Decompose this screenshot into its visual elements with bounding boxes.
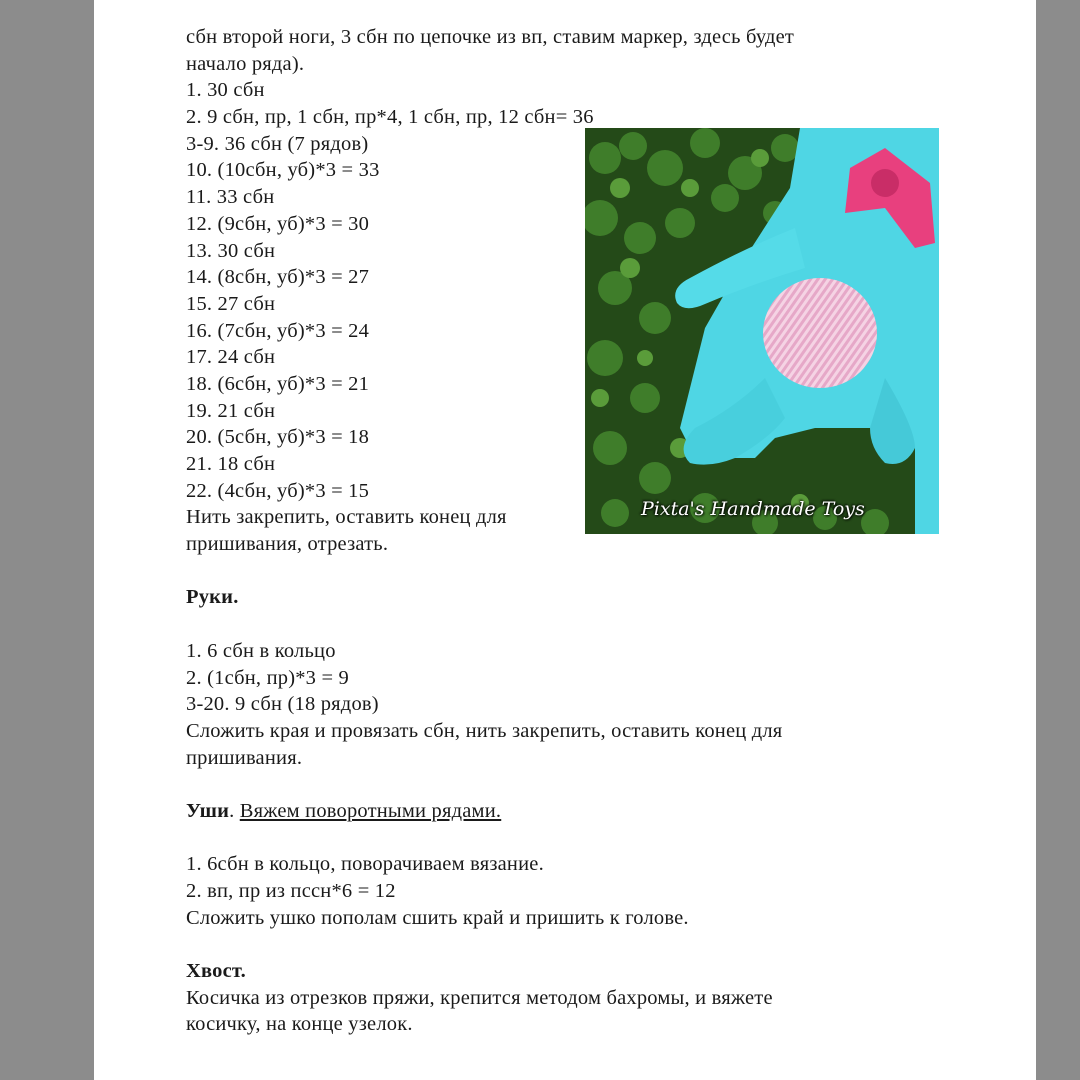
legs-row: 15. 27 сбн xyxy=(186,292,276,315)
legs-row: 17. 24 сбн xyxy=(186,346,276,369)
belly-patch xyxy=(763,278,877,388)
legs-row: 19. 21 сбн xyxy=(186,399,276,422)
photo-watermark: Pixta's Handmade Toys xyxy=(641,498,865,520)
ears-row: 2. вп, пр из пссн*6 = 12 xyxy=(186,880,396,902)
toy-photo-illustration xyxy=(585,128,939,534)
ears-finish: Сложить ушко пополам сшить край и пришить к голове. xyxy=(186,906,689,929)
arms-row: 3-20. 9 сбн (18 рядов) xyxy=(186,693,379,716)
legs-row: 12. (9сбн, уб)*3 = 30 xyxy=(186,212,370,235)
ears-heading-line: Уши. Вяжем поворотными рядами. xyxy=(186,799,502,822)
legs-row: 20. (5сбн, уб)*3 = 18 xyxy=(186,426,370,449)
legs-row: 21. 18 сбн xyxy=(186,453,276,475)
intro-line-2: начало ряда). xyxy=(186,52,305,75)
legs-row: 1. 30 сбн xyxy=(186,79,265,102)
legs-row: 2. 9 сбн, пр, 1 сбн, пр*4, 1 сбн, пр, 12 сбн= 36 xyxy=(186,106,594,129)
ears-note: Вяжем поворотными рядами. xyxy=(239,799,502,822)
legs-finish-line-2: пришивания, отрезать. xyxy=(186,533,389,556)
legs-finish-line-1: Нить закрепить, оставить конец для xyxy=(186,506,507,529)
tail-heading: Хвост. xyxy=(186,960,246,983)
legs-row: 11. 33 сбн xyxy=(186,186,275,209)
legs-row: 10. (10сбн, уб)*3 = 33 xyxy=(186,159,380,182)
tail-line-2: косичку, на конце узелок. xyxy=(186,1013,413,1036)
legs-row: 13. 30 сбн xyxy=(186,239,276,262)
legs-row: 14. (8сбн, уб)*3 = 27 xyxy=(186,266,370,289)
ears-row: 1. 6сбн в кольцо, поворачиваем вязание. xyxy=(186,853,544,876)
legs-row: 3-9. 36 сбн (7 рядов) xyxy=(186,132,369,155)
legs-row: 22. (4сбн, уб)*3 = 15 xyxy=(186,479,370,502)
arms-row: 1. 6 сбн в кольцо xyxy=(186,639,336,662)
arms-row: 2. (1сбн, пр)*3 = 9 xyxy=(186,666,349,689)
arms-finish-line-1: Сложить края и провязать сбн, нить закрепить, оставить конец для xyxy=(186,719,783,742)
legs-row: 18. (6сбн, уб)*3 = 21 xyxy=(186,372,370,395)
arms-heading: Руки. xyxy=(186,586,239,609)
legs-row: 16. (7сбн, уб)*3 = 24 xyxy=(186,319,370,342)
arms-finish-line-2: пришивания. xyxy=(186,746,303,769)
intro-line-1: сбн второй ноги, 3 сбн по цепочке из вп, ставим маркер, здесь будет xyxy=(186,26,795,48)
toy-photo xyxy=(585,128,939,534)
ears-heading: Уши xyxy=(186,799,230,822)
tail-line-1: Косичка из отрезков пряжи, крепится методом бахромы, и вяжете xyxy=(186,986,773,1009)
